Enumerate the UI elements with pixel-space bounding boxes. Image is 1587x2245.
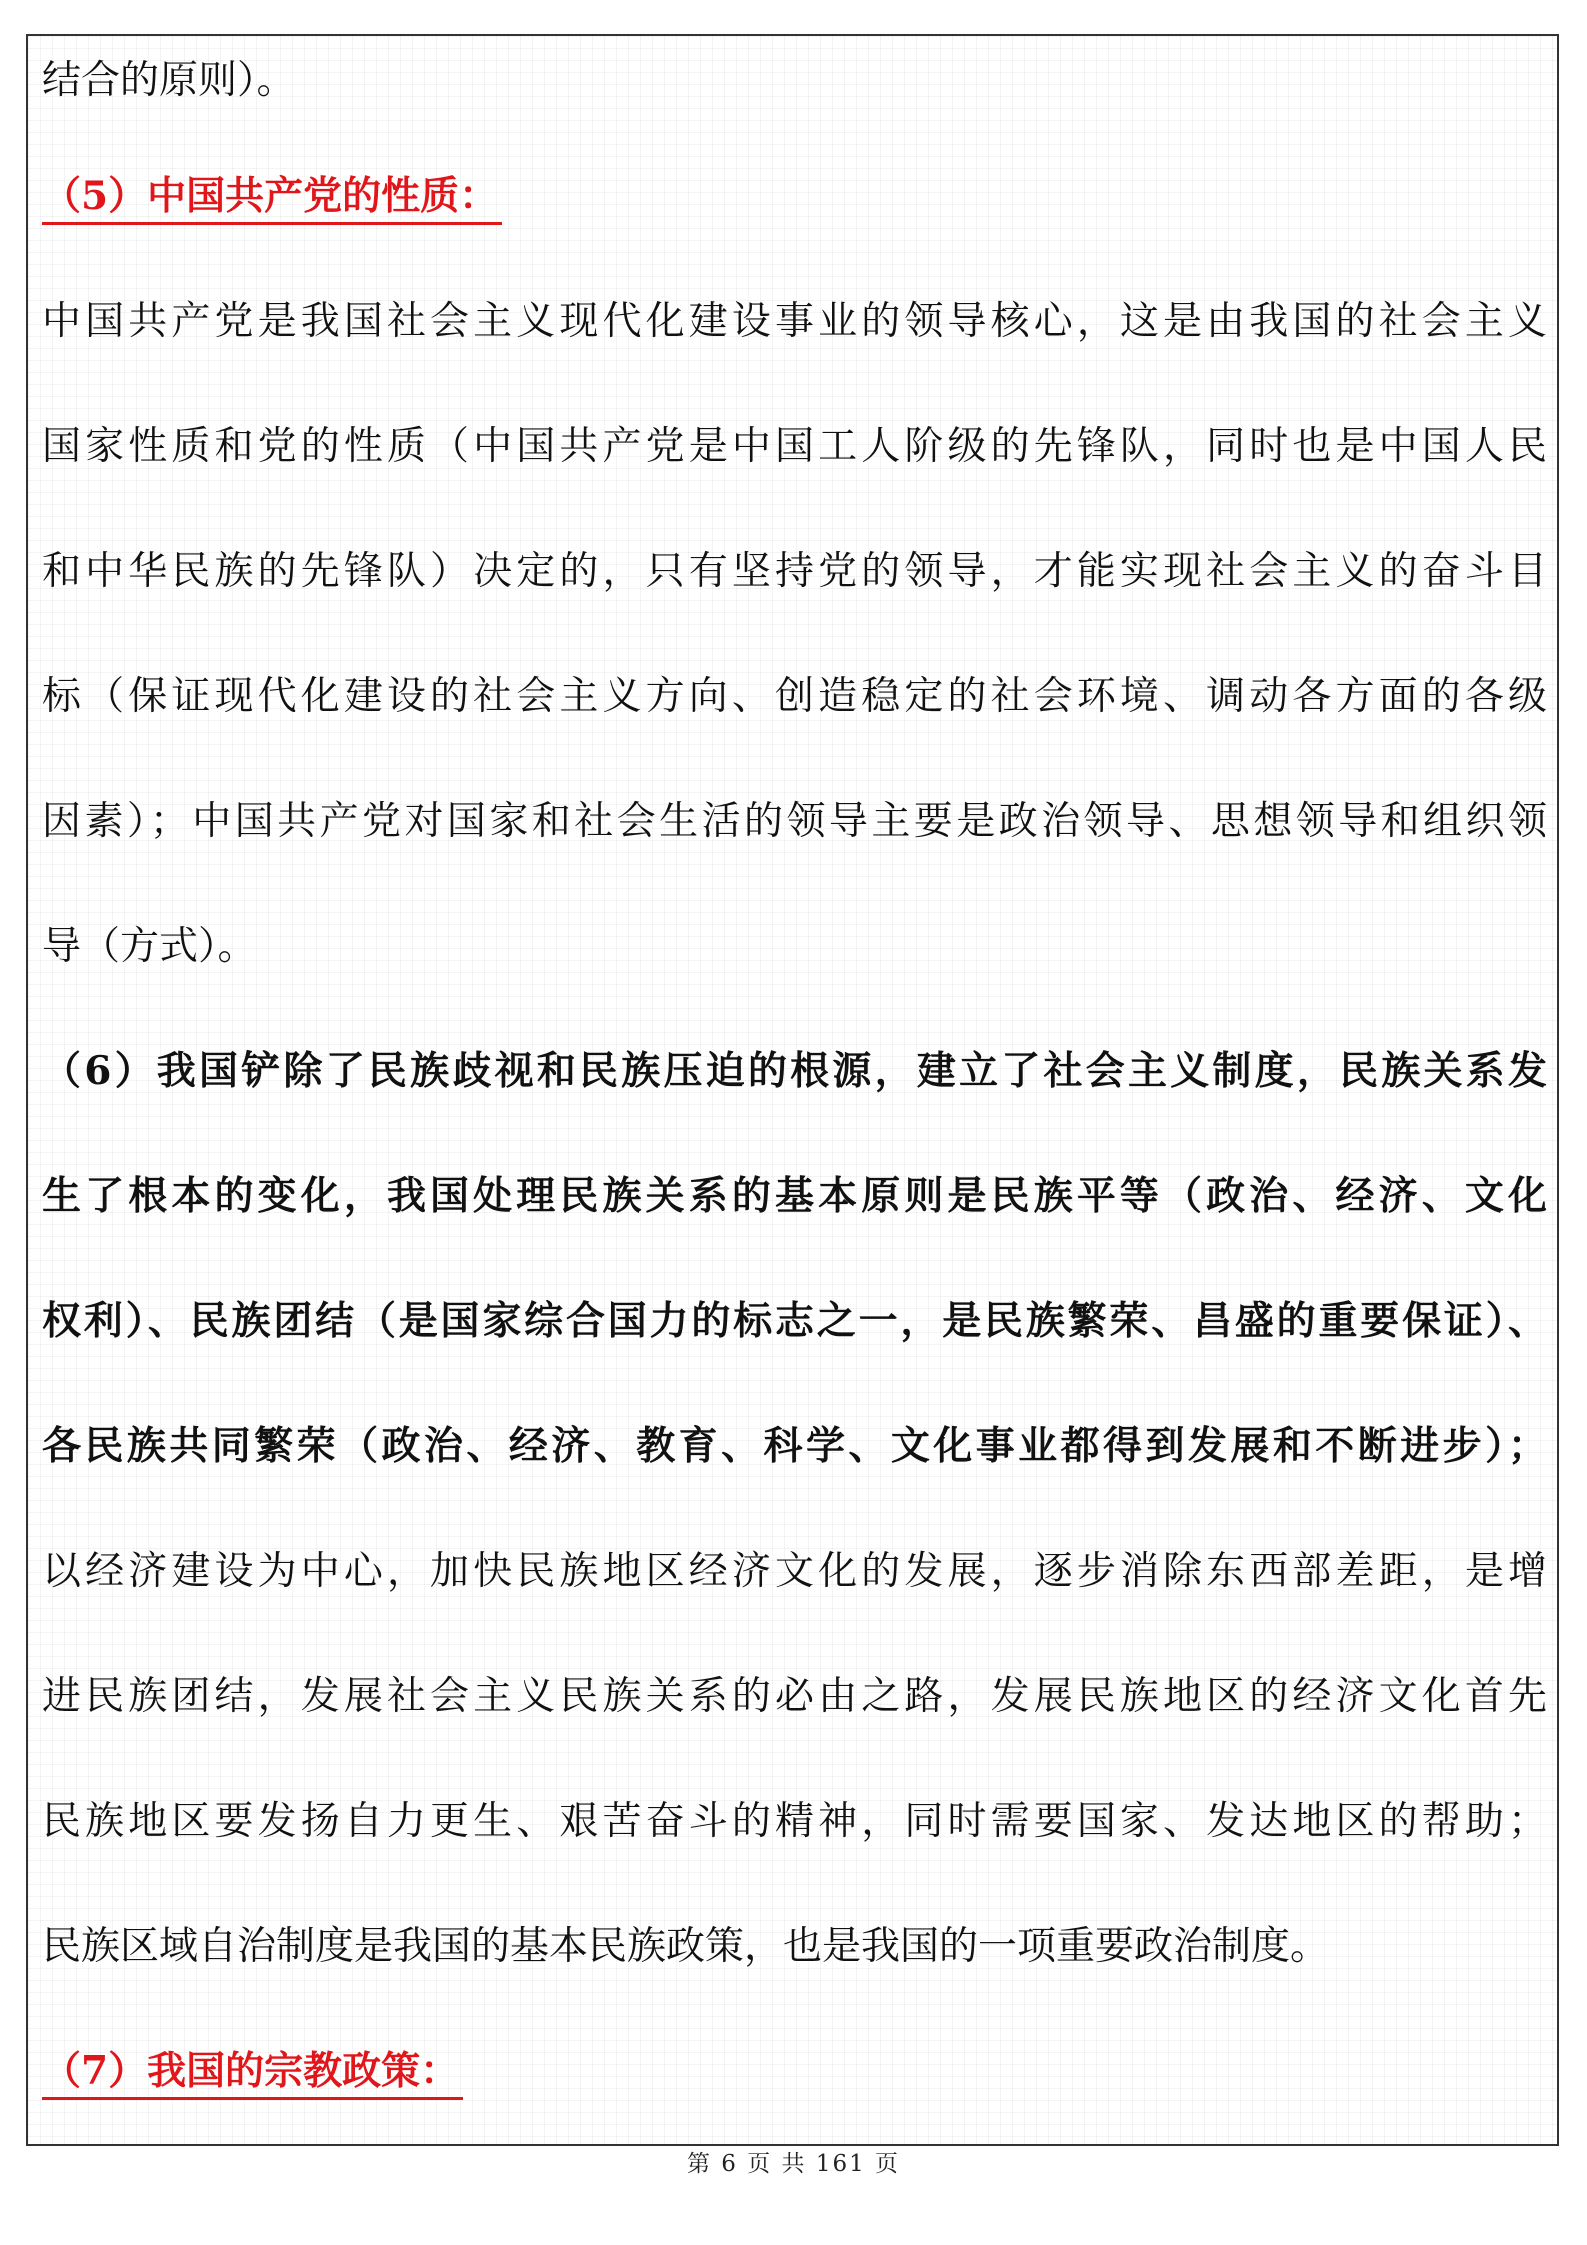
text-line: 民族区域自治制度是我国的基本民族政策，也是我国的一项重要政治制度。	[42, 1924, 1330, 1969]
bold-text-line: 权利）、民族团结（是国家综合国力的标志之一，是民族繁荣、昌盛的重要保证）、	[42, 1298, 1547, 1344]
text-line: 进民族团结，发展社会主义民族关系的必由之路，发展民族地区的经济文化首先	[42, 1674, 1547, 1719]
text-line: 导（方式）。	[42, 924, 257, 969]
section-heading-5	[42, 134, 1547, 259]
page-number-footer: 第 6 页 共 161 页	[686, 2151, 901, 2177]
text-line: 标（保证现代化建设的社会主义方向、创造稳定的社会环境、调动各方面的各级	[42, 674, 1547, 719]
text-line: 和中华民族的先锋队）决定的，只有坚持党的领导，才能实现社会主义的奋斗目	[42, 549, 1547, 594]
heading-text: （7）我国的宗教政策：	[42, 2047, 463, 2100]
bold-text-line: 各民族共同繁荣（政治、经济、教育、科学、文化事业都得到发展和不断进步）；	[42, 1423, 1547, 1469]
text-line: 国家性质和党的性质（中国共产党是中国工人阶级的先锋队，同时也是中国人民	[42, 424, 1547, 469]
document-body	[42, 36, 1547, 2134]
section-heading-7	[42, 2009, 1547, 2134]
text-line: 以经济建设为中心，加快民族地区经济文化的发展，逐步消除东西部差距，是增	[42, 1549, 1547, 1594]
page-frame	[26, 34, 1559, 2146]
line-text: 结合的原则）。	[42, 58, 296, 103]
text-line: 中国共产党是我国社会主义现代化建设事业的领导核心，这是由我国的社会主义	[42, 299, 1547, 344]
text-line: 民族地区要发扬自力更生、艰苦奋斗的精神，同时需要国家、发达地区的帮助；	[42, 1799, 1547, 1844]
bold-text-line: （6）我国铲除了民族歧视和民族压迫的根源，建立了社会主义制度，民族关系发	[42, 1048, 1547, 1094]
text-line	[42, 36, 1547, 134]
heading-text: （5）中国共产党的性质：	[42, 172, 502, 225]
bold-text-line: 生了根本的变化，我国处理民族关系的基本原则是民族平等（政治、经济、文化	[42, 1173, 1547, 1219]
text-line: 因素）；中国共产党对国家和社会生活的领导主要是政治领导、思想领导和组织领	[42, 799, 1547, 844]
